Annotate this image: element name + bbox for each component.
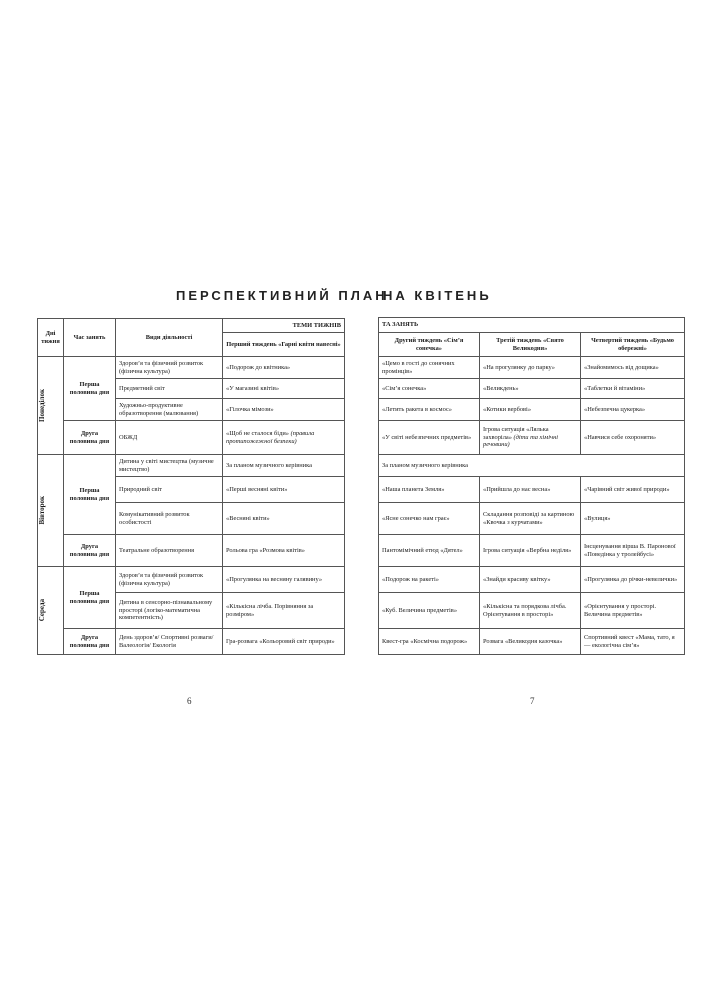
- week1-cell: За планом музичного керівника: [223, 455, 345, 477]
- week3-cell: «Кількісна та порядкова лічба. Орієнтування в просторі»: [480, 593, 581, 629]
- week2-cell: «У світі небезпечних предметів»: [379, 421, 480, 455]
- week2-cell: «Подорож на ракеті»: [379, 567, 480, 593]
- table-row: [38, 455, 345, 477]
- table-row: [379, 379, 685, 399]
- week4-cell: «Таблетки й вітаміни»: [581, 379, 685, 399]
- week3-cell: «Знайди красиву квітку»: [480, 567, 581, 593]
- week3-cell: Складання розповіді за картиною «Квочка з курчатами»: [480, 503, 581, 535]
- activity-cell: Здоров’я та фізичний розвиток (фізична культура): [116, 357, 223, 379]
- week2-cell: Пантомімічний етюд «Дятел»: [379, 535, 480, 567]
- header-activity: Види діяльності: [116, 319, 223, 357]
- table-row: [38, 629, 345, 655]
- header-days: Дні тижня: [38, 319, 64, 357]
- activity-cell: Театральне образотворення: [116, 535, 223, 567]
- left-plan-table: [37, 318, 345, 655]
- week3-cell: «Великдень»: [480, 379, 581, 399]
- table-row: [38, 567, 345, 593]
- header-week2: Другий тиждень «Сім’я сонечка»: [379, 333, 480, 357]
- table-row: [379, 455, 685, 477]
- week4-cell: «Знайомимось від дощика»: [581, 357, 685, 379]
- right-plan-table: [378, 317, 685, 655]
- week3-cell: Ігрова ситуація «Вербна неділя»: [480, 535, 581, 567]
- week4-cell: «Навчися себе охороняти»: [581, 421, 685, 455]
- half-day-cell: Перша половина дня: [64, 357, 116, 421]
- activity-cell: Художньо-продуктивне образотворення (малювання): [116, 399, 223, 421]
- half-day-cell: Перша половина дня: [64, 455, 116, 535]
- half-day-cell: Перша половина дня: [64, 567, 116, 629]
- table-row: [379, 503, 685, 535]
- half-day-cell: Друга половина дня: [64, 535, 116, 567]
- week2-cell: «Ясне сонечко нам грає»: [379, 503, 480, 535]
- right-page-number: 7: [530, 696, 535, 706]
- week2-cell: «Сім’я сонечка»: [379, 379, 480, 399]
- week3-cell: «Прийшла до нас весна»: [480, 477, 581, 503]
- activity-cell: ОБЖД: [116, 421, 223, 455]
- activity-cell: Дитина в сенсорно-пізнавальному просторі (логіко-математична компетентність): [116, 593, 223, 629]
- week1-cell: «Кількісна лічба. Порівняння за розміром»: [223, 593, 345, 629]
- week3-cell: Розвага «Великодня казочка»: [480, 629, 581, 655]
- day-label: Середа: [38, 599, 46, 622]
- week3-note: (діти та хімічні речовини): [483, 433, 559, 449]
- table-row: [379, 535, 685, 567]
- table-row: [38, 421, 345, 455]
- week1-cell: [223, 421, 345, 455]
- activity-cell: Предметний світ: [116, 379, 223, 399]
- week1-cell: «Перші весняні квіти»: [223, 477, 345, 503]
- activity-cell: Здоров’я та фізичний розвиток (фізична культура): [116, 567, 223, 593]
- activity-cell: Дитина у світі мистецтва (музичне мистецтво): [116, 455, 223, 477]
- left-page-number: 6: [187, 696, 192, 706]
- week2-cell: «Летить ракета в космос»: [379, 399, 480, 421]
- activity-cell: Природний світ: [116, 477, 223, 503]
- week3-cell: «На прогулянку до парку»: [480, 357, 581, 379]
- header-week1: Перший тиждень «Гарні квіти навесні»: [223, 333, 345, 357]
- left-page-title: ПЕРСПЕКТИВНИЙ ПЛАН: [176, 288, 388, 303]
- week2-cell: «Куб. Величина предметів»: [379, 593, 480, 629]
- activity-cell: Комунікативний розвиток особистості: [116, 503, 223, 535]
- week3-cell: «Котики вербові»: [480, 399, 581, 421]
- header-week3: Третій тиждень «Свято Великодня»: [480, 333, 581, 357]
- activity-cell: День здоров’я/ Спортивні розваги/ Валеологія/ Екологія: [116, 629, 223, 655]
- week3-text: Ігрова ситуація «Лялька захворіла»: [483, 425, 549, 441]
- header-week4: Четвертий тиждень «Будьмо обережні»: [581, 333, 685, 357]
- week4-cell: «Небезпечна цукерка»: [581, 399, 685, 421]
- header-themes-cont: ТА ЗАНЯТЬ: [379, 318, 685, 333]
- week1-cell: «Прогулянка на весняну галявину»: [223, 567, 345, 593]
- table-row: [379, 593, 685, 629]
- table-row: [379, 421, 685, 455]
- week2-cell: Квест-гра «Космічна подорож»: [379, 629, 480, 655]
- table-header-row: [38, 319, 345, 333]
- day-label: Вівторок: [38, 496, 46, 525]
- music-row-cell: За планом музичного керівника: [379, 455, 685, 477]
- week1-cell: Рольова гра «Розмова квітів»: [223, 535, 345, 567]
- week4-cell: «Прогулянка до річки-невелички»: [581, 567, 685, 593]
- table-row: [38, 357, 345, 379]
- table-header-row: [379, 318, 685, 333]
- week4-cell: «Чарівний світ живої природи»: [581, 477, 685, 503]
- day-cell: [38, 455, 64, 567]
- week3-cell: [480, 421, 581, 455]
- table-row: [379, 567, 685, 593]
- table-row: [38, 535, 345, 567]
- header-themes: ТЕМИ ТИЖНІВ: [223, 319, 345, 333]
- table-header-row: [379, 333, 685, 357]
- week1-text: «Щоб не сталося біди»: [226, 429, 289, 437]
- week2-cell: «Наша планета Земля»: [379, 477, 480, 503]
- week1-cell: «Подорож до квітника»: [223, 357, 345, 379]
- header-time: Час занять: [64, 319, 116, 357]
- week2-cell: «Цемо в гості до сонячних промінців»: [379, 357, 480, 379]
- day-label: Понеділок: [38, 389, 46, 422]
- half-day-cell: Друга половина дня: [64, 421, 116, 455]
- half-day-cell: Друга половина дня: [64, 629, 116, 655]
- right-page-title: НА КВІТЕНЬ: [383, 288, 492, 303]
- week1-cell: «Гілочка мімози»: [223, 399, 345, 421]
- day-cell: [38, 567, 64, 655]
- week4-cell: «Вулиця»: [581, 503, 685, 535]
- week1-cell: Гра-розвага «Кольоровий світ природи»: [223, 629, 345, 655]
- week1-note: (правила протипожежної безпеки): [226, 429, 315, 445]
- table-row: [379, 477, 685, 503]
- week1-cell: «Весняні квіти»: [223, 503, 345, 535]
- day-cell: [38, 357, 64, 455]
- week1-cell: «У магазині квітів»: [223, 379, 345, 399]
- week4-cell: Спортивний квест «Мама, тато, я — екологічна сім’я»: [581, 629, 685, 655]
- week4-cell: Інсценування вірша В. Паронової «Поведінка у тролейбусі»: [581, 535, 685, 567]
- table-row: [379, 399, 685, 421]
- week4-cell: «Орієнтування у просторі. Величина предметів»: [581, 593, 685, 629]
- table-row: [379, 357, 685, 379]
- table-row: [379, 629, 685, 655]
